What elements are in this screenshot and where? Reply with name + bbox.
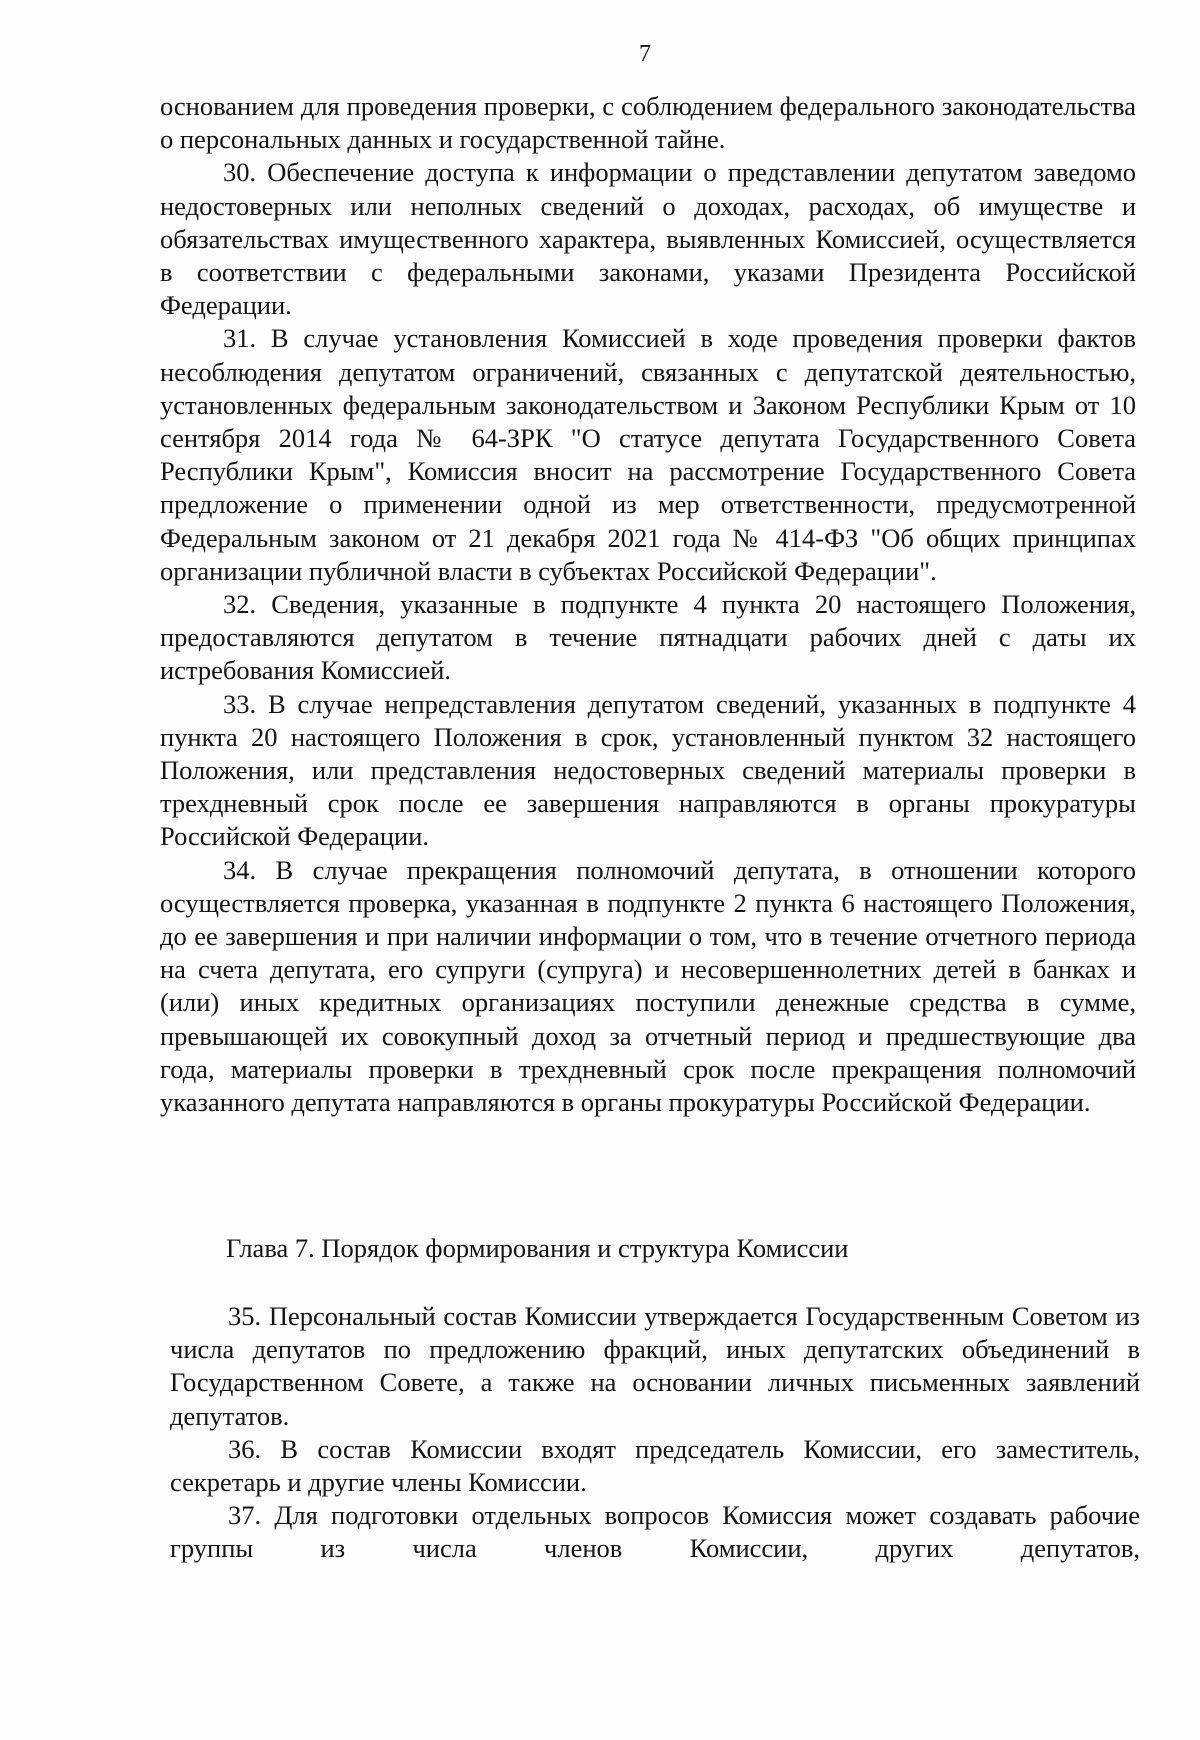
paragraph-35: 35. Персональный состав Комиссии утверждается Государственным Советом из числа депутатов по предложению фракций, иных депутатских объединений в Государственном Совете, а также на основании личных письменных заявлений депутатов. <box>170 1301 1140 1431</box>
chapter-body <box>170 1300 1140 1566</box>
paragraph-32: 32. Сведения, указанные в подпункте 4 пункта 20 настоящего Положения, предоставляются депутатом в течение пятнадцати рабочих дней с даты их истребования Комиссией. <box>160 589 1136 686</box>
document-body <box>160 90 1136 1119</box>
paragraph-31: 31. В случае установления Комиссией в ходе проведения проверки фактов несоблюдения депутатом ограничений, связанных с депутатской деятельностью, установленных федеральным законодательством и Законом Республики Крым от 10 сентября 2014 года № 64-ЗРК "О статусе депутата Государственного Совета Республики Крым", Комиссия вносит на рассмотрение Государственного Совета предложение о применении одной из мер ответственности, предусмотренной Федеральным законом от 21 декабря 2021 года № 414-ФЗ "Об общих принципах организации публичной власти в субъектах Российской Федерации". <box>160 323 1136 586</box>
paragraph-30: 30. Обеспечение доступа к информации о представлении депутатом заведомо недостоверных или неполных сведений о доходах, расходах, об имуществе и обязательствах имущественного характера, выявленных Комиссией, осуществляется в соответствии с федеральными законами, указами Президента Российской Федерации. <box>160 157 1136 321</box>
paragraph-34: 34. В случае прекращения полномочий депутата, в отношении которого осуществляется проверка, указанная в подпункте 2 пункта 6 настоящего Положения, до ее завершения и при наличии информации о том, что в течение отчетного периода на счета депутата, его супруги (супруга) и несовершеннолетних детей в банках и (или) иных кредитных организациях поступили денежные средства в сумме, превышающей их совокупный доход за отчетный период и предшествующие два года, материалы проверки в трехдневный срок после прекращения полномочий указанного депутата направляются в органы прокуратуры Российской Федерации. <box>160 854 1136 1118</box>
chapter-heading: Глава 7. Порядок формирования и структура Комиссии <box>226 1233 849 1263</box>
paragraph-continuation: основанием для проведения проверки, с соблюдением федерального законодательства о персональных данных и государственной тайне. <box>160 91 1136 155</box>
paragraph-36: 36. В состав Комиссии входят председатель Комиссии, его заместитель, секретарь и другие члены Комиссии. <box>170 1433 1140 1498</box>
paragraph-33: 33. В случае непредставления депутатом сведений, указанных в подпункте 4 пункта 20 настоящего Положения в срок, установленный пунктом 32 настоящего Положения, или представления недостоверных сведений материалы проверки в трехдневный срок после ее завершения направляются в органы прокуратуры Российской Федерации. <box>160 688 1136 852</box>
paragraph-37: 37. Для подготовки отдельных вопросов Комиссия может создавать рабочие группы из числа членов Комиссии, других депутатов, <box>170 1500 1140 1564</box>
page-number: 7 <box>639 41 651 67</box>
